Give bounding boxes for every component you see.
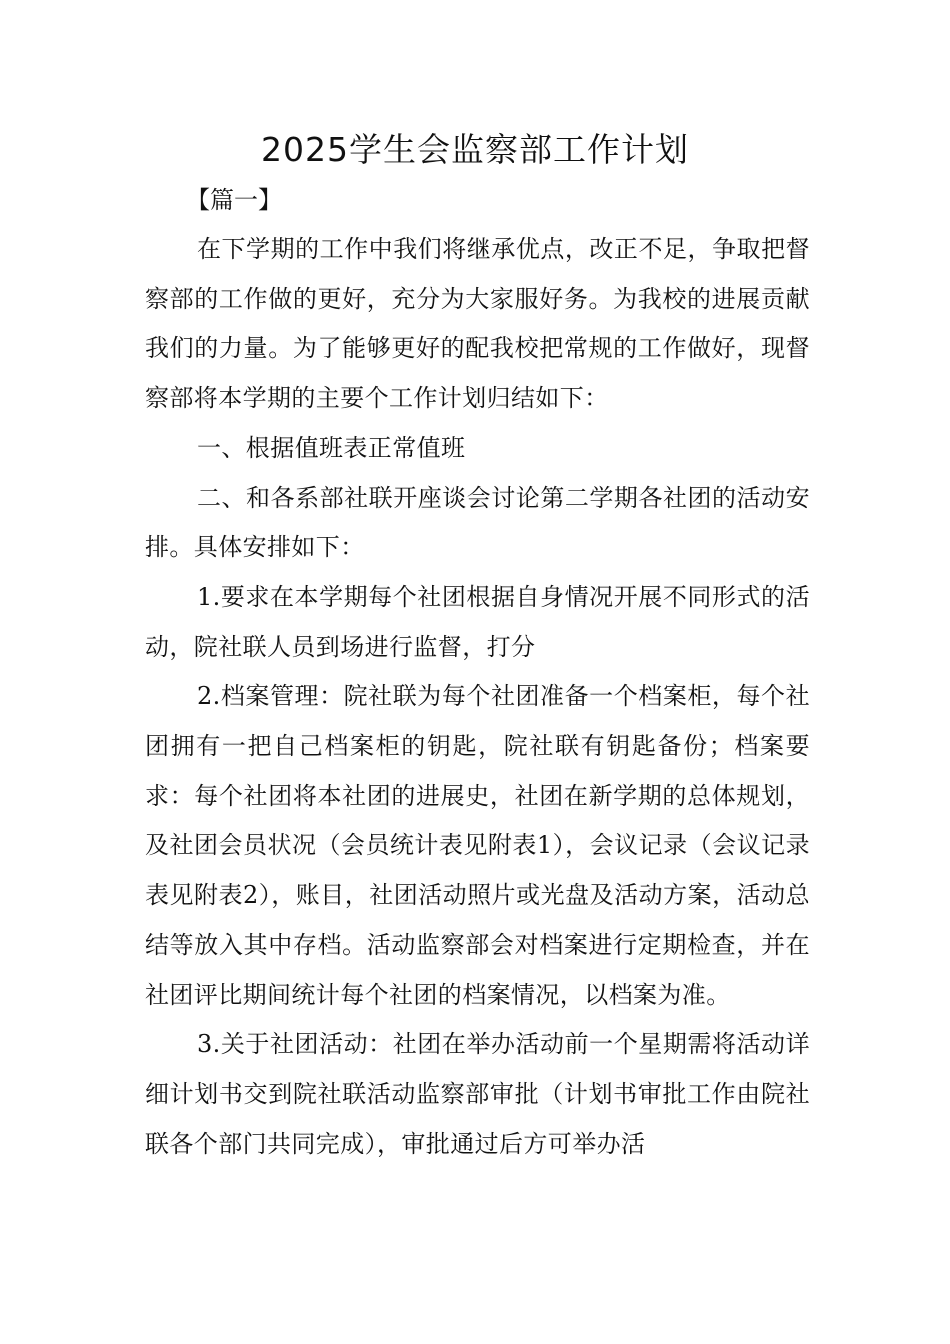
- paragraph-item-2: 二、和各系部社联开座谈会讨论第二学期各社团的活动安排。具体安排如下：: [145, 483, 810, 562]
- section-label: 【篇一】: [186, 186, 282, 214]
- document-body: [145, 225, 810, 1169]
- paragraph-intro: 在下学期的工作中我们将继承优点，改正不足，争取把督察部的工作做的更好，充分为大家服好务。为我校的进展贡献我们的力量。为了能够更好的配我校把常规的工作做好，现督察部将本学期的主要个工作计划归结如下：: [145, 235, 810, 413]
- paragraph-subitem-2: 2.档案管理：院社联为每个社团准备一个档案柜，每个社团拥有一把自己档案柜的钥匙，院社联有钥匙备份；档案要求：每个社团将本社团的进展史，社团在新学期的总体规划，及社团会员状况（会员统计表见附表1），会议记录（会议记录表见附表2），账目，社团活动照片或光盘及活动方案，活动总结等放入其中存档。活动监察部会对档案进行定期检查，并在社团评比期间统计每个社团的档案情况，以档案为准。: [145, 682, 810, 1009]
- paragraph-item-1: 一、根据值班表正常值班: [197, 433, 466, 462]
- document-title: 2025学生会监察部工作计划: [261, 130, 689, 169]
- paragraph-subitem-3: 3.关于社团活动：社团在举办活动前一个星期需将活动详细计划书交到院社联活动监察部审批（计划书审批工作由院社联各个部门共同完成），审批通过后方可举办活: [145, 1030, 810, 1158]
- paragraph-subitem-1: 1.要求在本学期每个社团根据自身情况开展不同形式的活动，院社联人员到场进行监督，打分: [145, 582, 810, 661]
